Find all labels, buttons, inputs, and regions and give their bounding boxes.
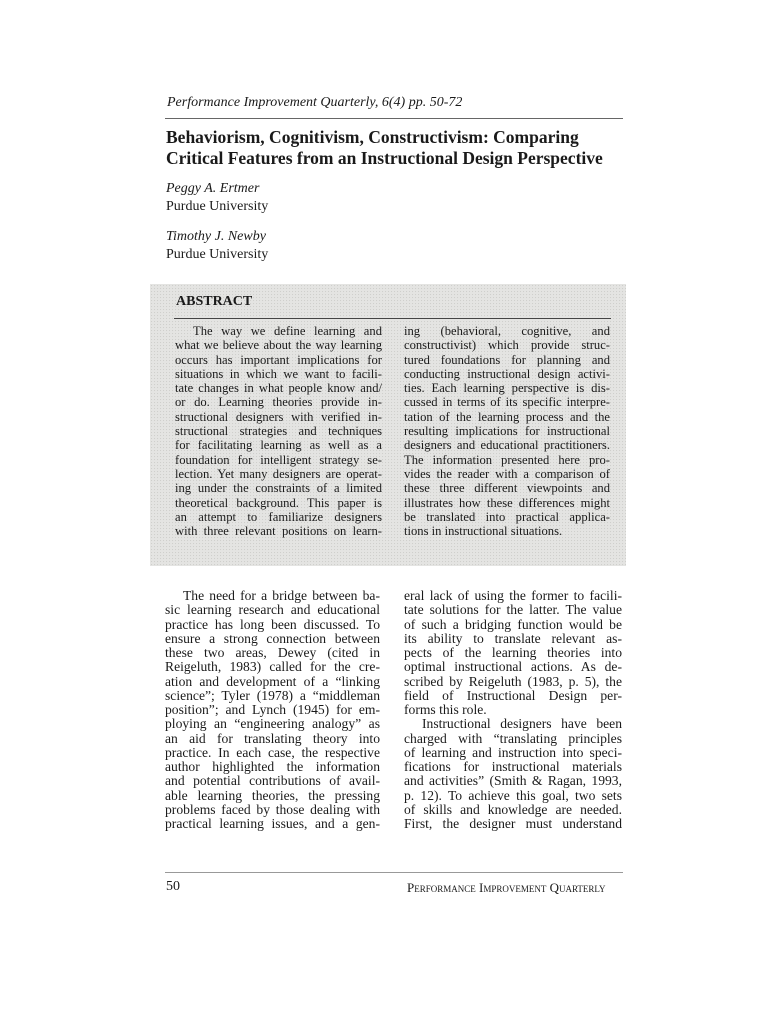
journal-citation: Performance Improvement Quarterly, 6(4) pp. 50-72 — [167, 95, 463, 110]
text-line: practice has long been discussed. To — [165, 616, 380, 632]
text-line: of such a bridging function would be — [404, 616, 622, 632]
text-line: tured foundations for planning and — [404, 352, 610, 367]
text-line: The need for a bridge between ba- — [183, 588, 380, 603]
text-line: structional designers with verified in- — [175, 409, 382, 424]
body-column-right — [404, 589, 622, 831]
footer-journal: Performance Improvement Quarterly — [407, 880, 606, 895]
text-line: eral lack of using the former to facili- — [404, 588, 622, 603]
text-line: and activities” (Smith & Ragan, 1993, — [404, 773, 622, 789]
article-title — [166, 127, 603, 169]
text-line: position”; and Lynch (1945) for em- — [165, 702, 380, 717]
text-line: of learning and instruction into speci- — [404, 744, 622, 760]
text-line: ation and development of a “linking — [165, 673, 380, 689]
text-line: be translated into practical applica- — [404, 509, 610, 524]
text-line: Reigeluth, 1983) called for the cre- — [165, 659, 380, 675]
text-line: resulting implications for instructional — [404, 424, 610, 439]
text-line: for facilitating learning as well as a — [175, 438, 382, 453]
text-line: field of Instructional Design per- — [404, 687, 622, 703]
abstract-box — [150, 284, 626, 566]
text-line: scribed by Reigeluth (1983, p. 5), the — [404, 673, 622, 689]
text-line: problems faced by those dealing with — [165, 801, 380, 817]
text-line: tation of the learning process and the — [404, 409, 610, 424]
text-line: forms this role. — [404, 702, 487, 717]
text-line: pects of the learning theories into — [404, 645, 622, 660]
text-line: tions in instructional situations. — [404, 524, 563, 539]
text-line: cussed in terms of its specific interpre- — [404, 395, 610, 410]
page-number: 50 — [166, 879, 180, 894]
text-line: an attempt to familiarize designers — [175, 509, 382, 524]
text-line: with three relevant positions on learn- — [175, 524, 382, 539]
text-line: tate solutions for the latter. The value — [404, 602, 622, 618]
text-line: illustrates how these differences might — [404, 495, 610, 510]
text-line: practical learning issues, and a gen- — [165, 816, 380, 831]
text-line: sic learning research and educational — [165, 602, 380, 618]
text-line: lection. Yet many designers are operat- — [175, 466, 382, 481]
abstract-column-right — [404, 324, 610, 538]
text-line: The information presented here pro- — [404, 452, 610, 467]
text-line: ensure a strong connection between — [165, 630, 380, 646]
text-line: structional strategies and techniques — [175, 424, 382, 439]
text-line: occurs has important implications for — [175, 352, 382, 367]
author-affiliation: Purdue University — [166, 199, 269, 214]
text-line: these three different viewpoints and — [404, 481, 610, 496]
footer-rule — [165, 872, 623, 873]
author-name: Timothy J. Newby — [166, 229, 266, 244]
title-line: Critical Features from an Instructional Design Perspective — [166, 148, 603, 168]
text-line: ing (behavioral, cognitive, and — [404, 324, 610, 338]
author-affiliation: Purdue University — [166, 247, 269, 262]
text-line: The way we define learning and — [193, 324, 382, 338]
author-block — [166, 180, 268, 216]
text-line: author highlighted the information — [165, 759, 380, 774]
text-line: practice. In each case, the respective — [165, 744, 380, 760]
abstract-rule — [174, 318, 611, 319]
abstract-heading: ABSTRACT — [176, 294, 253, 309]
body-column-left — [165, 589, 380, 831]
text-line: ing under the constraints of a limited — [175, 481, 382, 496]
text-line: and potential contributions of avail- — [165, 773, 380, 789]
text-line: optimal instructional actions. As de- — [404, 659, 622, 675]
text-line: science”; Tyler (1978) a “middleman — [165, 687, 380, 703]
title-line: Behaviorism, Cognitivism, Constructivism: Comparing — [166, 127, 579, 147]
text-line: designers and educational practitioners. — [404, 438, 610, 453]
author-block — [166, 228, 268, 264]
text-line: p. 12). To achieve this goal, two sets — [404, 787, 622, 803]
text-line: theoretical background. This paper is — [175, 495, 382, 510]
text-line: able learning theories, the pressing — [165, 787, 380, 803]
header-rule — [165, 118, 623, 119]
text-line: of skills and knowledge are needed. — [404, 801, 622, 817]
abstract-column-left — [175, 324, 382, 538]
text-line: conducting instructional design activi- — [404, 366, 610, 381]
text-line: an aid for translating theory into — [165, 730, 380, 746]
text-line: vides the reader with a comparison of — [404, 466, 610, 481]
author-name: Peggy A. Ertmer — [166, 181, 260, 196]
text-line: foundation for intelligent strategy se- — [175, 452, 382, 467]
text-line: what we believe about the way learning — [175, 338, 382, 353]
text-line: First, the designer must understand — [404, 816, 622, 831]
text-line: constructivist) which provide struc- — [404, 338, 610, 353]
text-line: or do. Learning theories provide in- — [175, 395, 382, 410]
text-line: these two areas, Dewey (cited in — [165, 645, 380, 660]
text-line: tate changes in what people know and/ — [175, 381, 382, 396]
text-line: its ability to translate relevant as- — [404, 630, 622, 646]
text-line: Instructional designers have been — [422, 716, 622, 732]
text-line: ties. Each learning perspective is dis- — [404, 381, 610, 396]
text-line: situations in which we want to facili- — [175, 366, 382, 381]
text-line: ploying an “engineering analogy” as — [165, 716, 380, 732]
text-line: fications for instructional materials — [404, 759, 622, 774]
text-line: charged with “translating principles — [404, 730, 622, 746]
